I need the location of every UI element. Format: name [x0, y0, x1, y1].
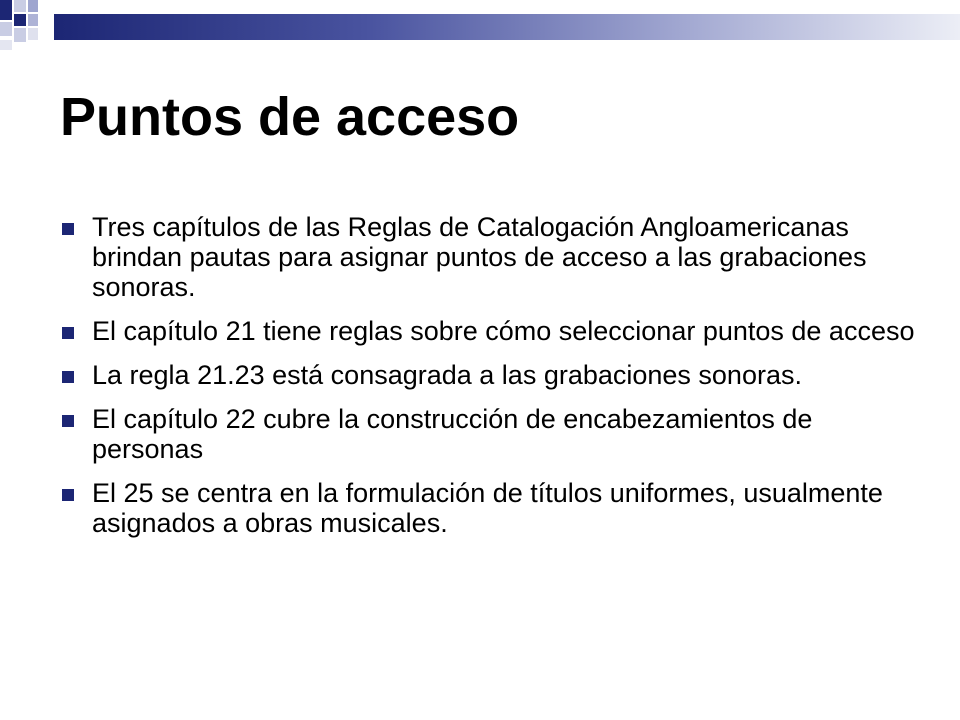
- header-decoration-square: [14, 0, 26, 12]
- square-bullet-icon: [62, 371, 74, 383]
- header-decoration-square: [28, 14, 38, 26]
- square-bullet-icon: [62, 327, 74, 339]
- bullet-list: [60, 212, 920, 552]
- bullet-text: El capítulo 21 tiene reglas sobre cómo seleccionar puntos de acceso: [92, 316, 915, 346]
- header-decoration-square: [28, 28, 38, 40]
- header-decoration-square: [0, 22, 12, 36]
- header-decoration-square: [0, 0, 12, 20]
- bullet-item: [60, 404, 920, 464]
- header-decoration-square: [0, 40, 12, 50]
- header-gradient-bar: [54, 14, 960, 40]
- bullet-item: [60, 360, 920, 390]
- bullet-item: [60, 212, 920, 302]
- header-decoration-square: [28, 0, 38, 12]
- header-decoration-square: [14, 28, 26, 42]
- header-decoration-square: [14, 14, 26, 26]
- bullet-text: El 25 se centra en la formulación de títulos uniformes, usualmente asignados a obras musicales.: [92, 478, 883, 538]
- square-bullet-icon: [62, 415, 74, 427]
- bullet-text: El capítulo 22 cubre la construcción de encabezamientos de personas: [92, 404, 813, 464]
- square-bullet-icon: [62, 489, 74, 501]
- square-bullet-icon: [62, 223, 74, 235]
- bullet-text: Tres capítulos de las Reglas de Catalogación Angloamericanas brindan pautas para asignar puntos de acceso a las grabaciones sonoras.: [92, 212, 867, 302]
- bullet-item: [60, 478, 920, 538]
- bullet-text: La regla 21.23 está consagrada a las grabaciones sonoras.: [92, 360, 802, 390]
- bullet-item: [60, 316, 920, 346]
- slide-title: Puntos de acceso: [60, 87, 520, 147]
